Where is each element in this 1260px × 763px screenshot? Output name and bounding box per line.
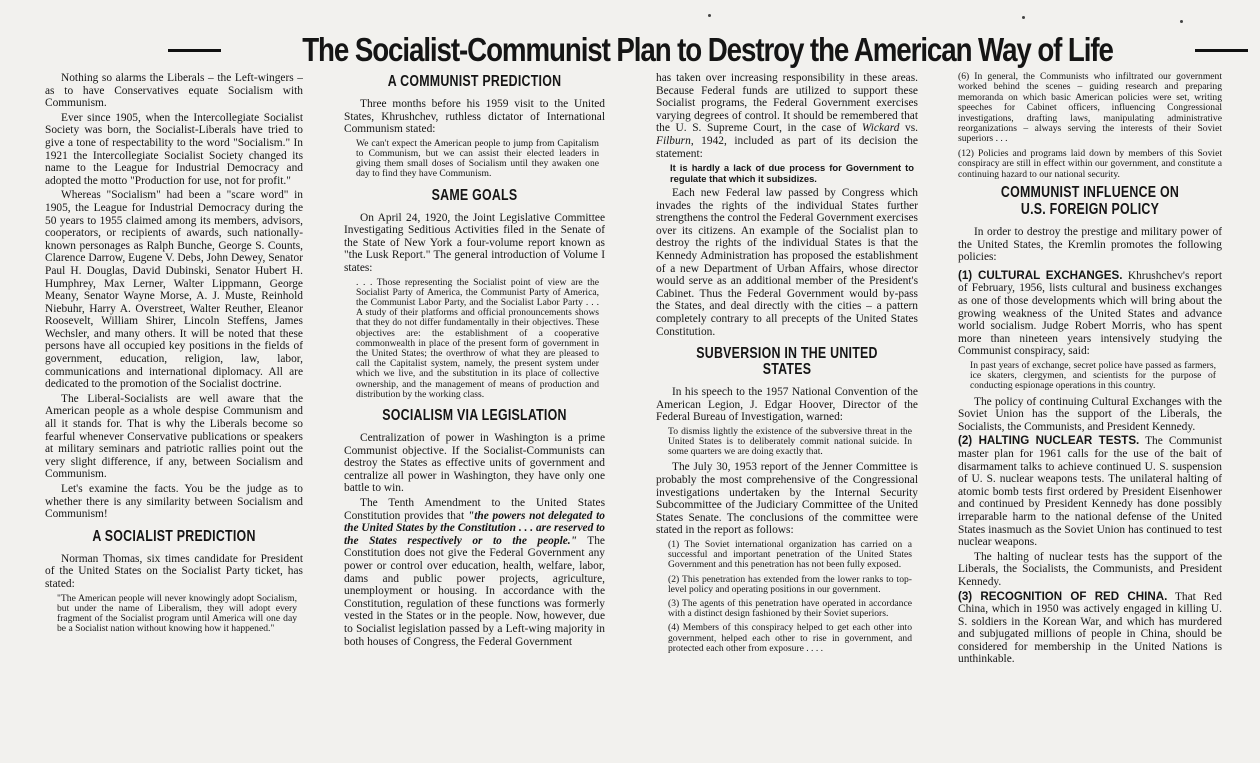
red-china-lead: (3) RECOGNITION OF RED CHINA. [958, 589, 1168, 603]
thomas-paragraph: Norman Thomas, six times candidate for President of the United States on the Socialist Party ticket, has stated: [45, 552, 303, 590]
intro-paragraph: Nothing so alarms the Liberals – the Left-wingers – as to have Conservatives equate Socialism with Communism. [45, 72, 303, 110]
heading-line-1: COMMUNIST INFLUENCE ON [1000, 184, 1180, 202]
print-speck [1180, 20, 1183, 23]
case-versus: vs. [899, 122, 918, 135]
morris-quote: In past years of exchange, secret police have passed as farmers, ice skaters, clergymen, and scientists for the purpose of conducting espionage operations in this country. [970, 360, 1216, 392]
print-speck [708, 14, 711, 17]
federal-law-paragraph: Each new Federal law passed by Congress which invades the rights of the individual States further strengthens the control the Federal Government exercises over its citizens. An example of the Socialist plan to destroy the rights of the individual States is that the Kennedy Administration has proposed the establishment of a new Department of Urban Affairs, whose director would serve as an additional member of the President's Cabinet. Thus the Federal Government would by-pass the States, and deal directly with the cities – a pattern completely contrary to all precepts of the United States Constitution. [656, 186, 918, 338]
khrushchev-paragraph: Three months before his 1959 visit to the United States, Khrushchev, ruthless dictator of International Communism stated: [344, 98, 605, 136]
supreme-court-quote: It is hardly a lack of due process for Government to regulate that which it subsidizes. [670, 162, 914, 184]
section-heading-socialist-prediction: A SOCIALIST PREDICTION [92, 527, 256, 545]
jenner-item-6: (6) In general, the Communists who infiltrated our government worked behind the scenes – guiding research and preparing memoranda on which basic American policies were set, writing speeches for Cabinet officers, influencing Congressional investigations, drafting laws, manipulating administrative reorganizations – always serving the interests of their Soviet superiors . . . [958, 72, 1222, 145]
examine-paragraph: Let's examine the facts. You be the judge as to whether there is any similarity between Socialism and Communism! [45, 483, 303, 521]
jenner-item-12: (12) Policies and programs laid down by members of this Soviet conspiracy are still in effect within our government, and constitute a continuing hazard to our national security. [958, 147, 1222, 180]
kremlin-paragraph: In order to destroy the prestige and military power of the United States, the Kremlin promotes the following policies: [958, 226, 1222, 264]
cultural-exchanges-paragraph [958, 270, 1222, 358]
khrushchev-quote: We can't expect the American people to jump from Capitalism to Communism, but we can assist their elected leaders in giving them small doses of Socialism until they awaken one day to find they have Communism. [356, 137, 599, 180]
thomas-quote: "The American people will never knowingly adopt Socialism, but under the name of Liberalism, they will adopt every fragment of the Socialist program until America will one day be a Socialist nation without knowing how it happened." [57, 592, 297, 635]
lusk-quote: . . . Those representing the Socialist point of view are the Socialist Party of America, the Communist Party of America, the Communist Labor Party, and the Socialist Labor Party . . . A study of their platforms and official pronouncements shows that they do not differ fundamentally in their objectives. These objectives are: the establishment of a cooperative commonwealth in place of the present form of government in the United States; the overthrow of what they are pleased to call the Capitalist system, namely, the present system under which we live, and the substitution in its place of collective ownership, and the management of means of production and distribution by the working class. [356, 276, 599, 400]
section-heading-socialism-via-legislation: SOCIALISM VIA LEGISLATION [382, 407, 567, 424]
federal-control-text-e: , 1942, included as part of its decision the statement: [656, 134, 918, 160]
jenner-item-1: (1) The Soviet international organization has carried on a successful and important penetration of the United States Government and this penetration has not been fully exposed. [668, 539, 912, 571]
section-heading-subversion: SUBVERSION IN THE UNITED STATES [696, 345, 878, 379]
centralization-paragraph: Centralization of power in Washington is a prime Communist objective. If the Socialist-Communists can destroy the States as effective units of government and centralize all power in Washington, they have only one battle to win. [344, 432, 605, 495]
nuclear-tests-lead: (2) HALTING NUCLEAR TESTS. [958, 434, 1140, 448]
red-china-paragraph [958, 591, 1222, 667]
tenth-amendment-text-c: The Constitution does not give the Federal Government any power or control over education, health, welfare, labor, dams and public power projects, agriculture, unemployment or housing. In accordance with the Constitution, regulation of these functions was formerly vested in the States or in the people. Now, however, due to Socialist legislation passed by a Left-wing majority in both houses of Congress, the Federal Government [344, 534, 605, 648]
hoover-paragraph: In his speech to the 1957 National Convention of the American Legion, J. Edgar Hoover, Director of the Federal Bureau of Investigation, warned: [656, 386, 918, 424]
heading-line-2: U.S. FOREIGN POLICY [1020, 201, 1160, 219]
column-1 [45, 72, 303, 760]
page-headline: The Socialist-Communist Plan to Destroy the American Way of Life [302, 31, 1114, 68]
red-china-text: That Red China, which in 1950 was actively engaged in killing U. S. soldiers in the Korean War, and which has murdered and subjugated millions of people in China, should be considered for membership in the United Nations is unthinkable. [958, 590, 1222, 666]
members-paragraph: Whereas "Socialism" had been a "scare word" in 1905, the League for Industrial Democracy during the 50 years to 1955 claimed among its members, advisors, cooperators, or recipients of awards, such nationally-known personages as Ralph Bunche, George S. Counts, Clarence Darrow, Eugene V. Debs, John Dewey, Senator Paul H. Douglas, David Dubinski, Senator Hubert H. Humphrey, Max Lerner, Walter Lippmann, George Meany, Senator Wayne Morse, A. J. Muste, Reinhold Niebuhr, Harry A. Overstreet, Walter Reuther, Eleanor Roosevelt, William Shirer, Lincoln Steffens, James Wechsler, and many others. It will be noted that these persons have all occupied key positions in the fields of government, education, religion, law, labor, communications and international diplomacy. All are dedicated to the promotion of the Socialist doctrine. [45, 189, 303, 391]
cultural-support-paragraph: The policy of continuing Cultural Exchanges with the Soviet Union has the support of the Liberals, the Socialists, the Communists, and President Kennedy. [958, 395, 1222, 433]
cultural-exchanges-lead: (1) CULTURAL EXCHANGES. [958, 268, 1123, 282]
section-heading-communist-prediction: A COMMUNIST PREDICTION [387, 73, 562, 90]
nuclear-tests-paragraph [958, 435, 1222, 548]
nuclear-tests-text: The Communist master plan for 1961 calls for the use of the bait of disarmament talks to achieve continued U. S. suspension of U. S. nuclear weapons tests. The unilateral halting of atomic bomb tests first ordered by President Eisenhower and continued by President Kennedy has done possibly irreparable harm to the national defense of the United States inasmuch as the Soviet Union has continued to test nuclear weapons. [958, 435, 1222, 549]
print-speck [1022, 16, 1025, 19]
tenth-amendment-paragraph [344, 497, 605, 648]
column-2 [344, 72, 605, 760]
lusk-paragraph: On April 24, 1920, the Joint Legislative Committee Investigating Seditious Activities filed in the Senate of the State of New York a four-volume report known as "the Lusk Report." The general introduction of Volume I states: [344, 211, 605, 274]
jenner-item-4: (4) Members of this conspiracy helped to get each other into government, helped each other to rise in government, and protected each other from exposure . . . . [668, 622, 912, 654]
column-4 [958, 72, 1222, 760]
jenner-paragraph: The July 30, 1953 report of the Jenner Committee is probably the most comprehensive of the Congressional investigations undertaken by the Internal Security Subcommittee of the Judiciary Committee of the United States Senate. The conclusions of the committee were stated in the report as follows: [656, 461, 918, 537]
headline-rule-right [1195, 49, 1248, 52]
headline-rule-left [168, 49, 221, 52]
cultural-exchanges-text: Khrushchev's report of February, 1956, lists cultural and business exchanges as one of those developments which will bring about the growing weakness of the United States and advance world socialism. Judge Robert Morris, who has spent more than nineteen years intensively studying the Communist conspiracy, said: [958, 269, 1222, 358]
case-name-wickard: Wickard [861, 122, 900, 135]
section-heading-foreign-policy [984, 184, 1195, 218]
hoover-quote: To dismiss lightly the existence of the subversive threat in the United States is to deliberately commit national suicide. In some quarters we are doing exactly that. [668, 425, 912, 458]
headline-bar [0, 30, 1260, 70]
jenner-item-2: (2) This penetration has extended from the lower ranks to top-level policy and operating positions in our government. [668, 573, 912, 595]
federal-control-text-a: has taken over increasing responsibility in these areas. Because Federal funds are utilized to support these Socialist programs, the Federal Government exercises varying degrees of control. It should be remembered that the U. S. Supreme Court, in the case of [656, 72, 918, 135]
section-heading-same-goals: SAME GOALS [431, 186, 518, 204]
federal-control-paragraph [656, 72, 918, 160]
nuclear-support-paragraph: The halting of nuclear tests has the support of the Liberals, the Socialists, the Communists, and President Kennedy. [958, 550, 1222, 588]
column-3 [656, 72, 918, 760]
tenth-amendment-quote: "the powers not delegated to the United States by the Constitution . . . are reserved to the States respectively or to the people." [344, 509, 605, 547]
case-name-filburn: Filburn [656, 134, 691, 147]
tenth-amendment-text-a: The Tenth Amendment to the United States Constitution provides that [344, 496, 605, 522]
history-paragraph: Ever since 1905, when the Intercollegiate Socialist Society was born, the Socialist-Liberals have tried to give a tone of respectability to the word "Socialism." In 1921 the Intercollegiate Socialist Society changed its name to the League for Industrial Democracy and adopted the motto "Production for use, not for profit." [45, 111, 303, 187]
jenner-item-3: (3) The agents of this penetration have operated in accordance with a distinct design fashioned by their Soviet superiors. [668, 598, 912, 620]
awareness-paragraph: The Liberal-Socialists are well aware that the American people as a whole despise Communism and all it stands for. That is why the Liberals become so fearful whenever Conservative publications or speakers at military seminars and patriotic rallies point out the very slight difference, if any, between Socialism and Communism. [45, 392, 303, 481]
